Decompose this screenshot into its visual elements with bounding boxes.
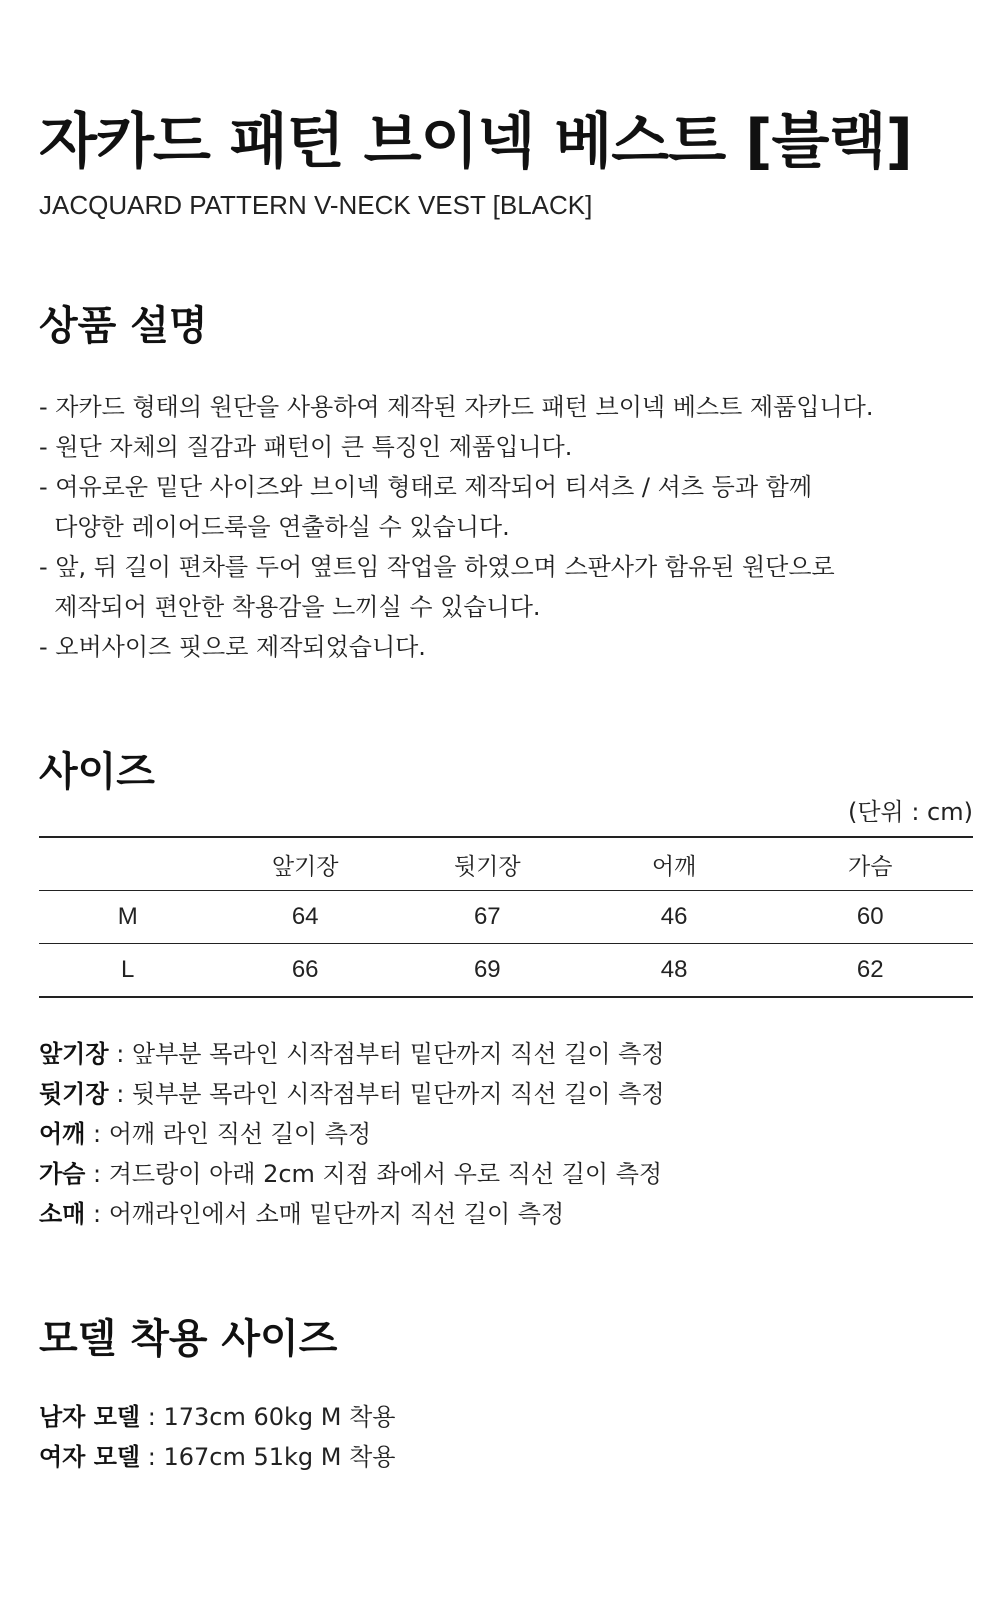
model-term: 여자 모델 (39, 1443, 141, 1471)
table-header-row (39, 837, 973, 891)
table-cell: 67 (473, 903, 501, 930)
list-item (39, 1034, 665, 1074)
list-item (39, 1154, 665, 1194)
model-term: 남자 모델 (39, 1403, 141, 1431)
measurement-term: 앞기장 (39, 1040, 109, 1068)
measurement-desc: : 어깨 라인 직선 길이 측정 (85, 1120, 372, 1148)
description-heading: 상품 설명 (39, 303, 208, 349)
description-line: 제작되어 편안한 착용감을 느끼실 수 있습니다. (39, 593, 541, 621)
table-cell: 69 (473, 956, 501, 983)
size-table (39, 836, 973, 998)
list-item (39, 1397, 395, 1437)
model-size-heading: 모델 착용 사이즈 (39, 1316, 338, 1362)
description-line: 다양한 레이어드룩을 연출하실 수 있습니다. (39, 513, 510, 541)
table-header-cell: 뒷기장 (453, 853, 521, 880)
measurement-term: 뒷기장 (39, 1080, 109, 1108)
table-cell: 64 (291, 903, 319, 930)
table-cell: 60 (856, 903, 884, 930)
model-desc: : 173cm 60kg M 착용 (140, 1403, 396, 1431)
unit-label: (단위 : cm) (847, 798, 973, 826)
table-cell: 62 (856, 956, 884, 983)
table-header-cell: 어깨 (651, 853, 697, 880)
product-title: 자카드 패턴 브이넥 베스트 [블랙] (39, 107, 912, 177)
table-cell: 48 (660, 956, 688, 983)
list-item (39, 1437, 395, 1477)
description-line: - 앞, 뒤 길이 편차를 두어 옆트임 작업을 하였으며 스판사가 함유된 원단으로 (39, 553, 835, 581)
measurement-term: 소매 (39, 1200, 86, 1228)
description-line: - 여유로운 밑단 사이즈와 브이넥 형태로 제작되어 티셔츠 / 셔츠 등과 함께 (39, 473, 812, 501)
table-cell: M (117, 903, 138, 930)
size-heading: 사이즈 (39, 749, 155, 795)
description-line: - 원단 자체의 질감과 패턴이 큰 특징인 제품입니다. (39, 433, 573, 461)
measurement-guide (39, 1034, 665, 1234)
measurement-term: 가슴 (39, 1160, 86, 1188)
model-desc: : 167cm 51kg M 착용 (140, 1443, 396, 1471)
table-cell: L (121, 956, 135, 983)
table-header-cell (39, 837, 216, 891)
product-subtitle: JACQUARD PATTERN V-NECK VEST [BLACK] (39, 190, 593, 220)
description-line: - 오버사이즈 핏으로 제작되었습니다. (39, 633, 426, 661)
table-row (39, 944, 973, 998)
list-item (39, 1074, 665, 1114)
measurement-term: 어깨 (39, 1120, 86, 1148)
measurement-desc: : 어깨라인에서 소매 밑단까지 직선 길이 측정 (85, 1200, 565, 1228)
measurement-desc: : 앞부분 목라인 시작점부터 밑단까지 직선 길이 측정 (108, 1040, 665, 1068)
measurement-desc: : 겨드랑이 아래 2cm 지점 좌에서 우로 직선 길이 측정 (85, 1160, 663, 1188)
table-header-cell: 가슴 (848, 853, 893, 880)
description-list (39, 387, 873, 667)
table-cell: 66 (291, 956, 319, 983)
model-size-list (39, 1397, 395, 1477)
table-cell: 46 (660, 903, 688, 930)
description-line: - 자카드 형태의 원단을 사용하여 제작된 자카드 패턴 브이넥 베스트 제품입니다. (39, 393, 874, 421)
list-item (39, 1194, 665, 1234)
list-item (39, 1114, 665, 1154)
table-header-cell: 앞기장 (271, 853, 339, 880)
table-row (39, 891, 973, 944)
measurement-desc: : 뒷부분 목라인 시작점부터 밑단까지 직선 길이 측정 (108, 1080, 665, 1108)
